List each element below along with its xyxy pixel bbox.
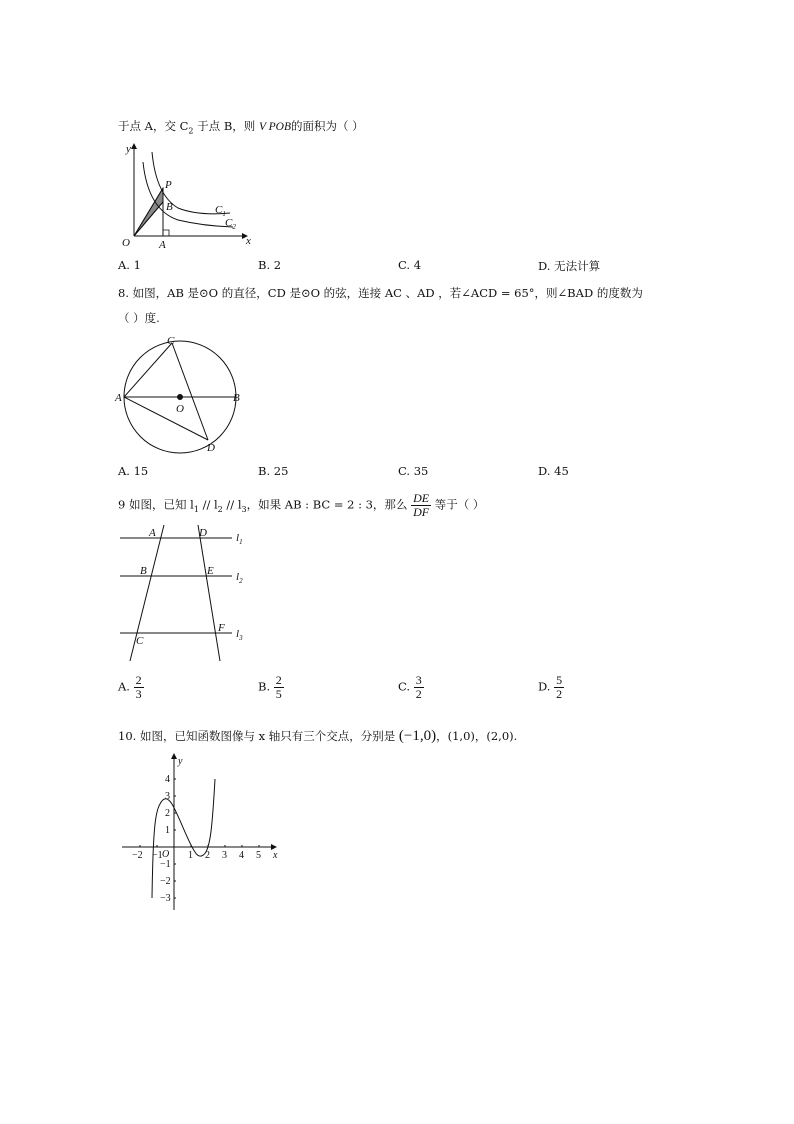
q9-l3-label: $l_3$ <box>236 628 243 642</box>
q10-xtick: 2 <box>205 850 210 861</box>
q9-option-d[interactable]: D. $\frac{5}{2}$ <box>538 673 563 701</box>
q10-y-label: y <box>178 756 183 767</box>
q9-figure <box>118 525 258 665</box>
q7-stem: 于点 A，交 $C_2$ 于点 B，则 V POB的面积为（ ） <box>118 119 364 136</box>
q10-figure <box>122 752 292 917</box>
q7-P-label: P <box>165 179 172 191</box>
q10-stem: 10. 如图，已知函数图像与 x 轴只有三个交点，分别是 (−1,0)，(1,0)，(2,0). <box>118 728 518 744</box>
q8-C-label: C <box>167 335 175 347</box>
q9-option-c[interactable]: C. $\frac{3}{2}$ <box>398 673 422 701</box>
q7-figure <box>118 140 258 250</box>
q9-F-label: F <box>218 622 225 634</box>
q9-l1-label: $l_1$ <box>236 532 243 546</box>
q8-A-label: A <box>115 392 122 404</box>
q9-A-label: A <box>149 527 156 539</box>
q9-option-a[interactable]: A. $\frac{2}{3}$ <box>118 673 142 701</box>
q9-option-b[interactable]: B. $\frac{2}{5}$ <box>258 673 282 701</box>
q8-stem: 8. 如图，AB 是⊙O 的直径，CD 是⊙O 的弦，连接 AC 、AD ，若∠ACD = 65°，则∠BAD 的度数为 <box>118 286 643 300</box>
q7-O-label: O <box>122 237 130 249</box>
q8-option-a[interactable]: A. 15 <box>118 464 149 478</box>
q10-ytick: 4 <box>165 774 170 785</box>
q9-l2-label: $l_2$ <box>236 571 243 585</box>
q8-O-label: O <box>176 403 184 415</box>
q7-option-c[interactable]: C. 4 <box>398 258 422 272</box>
q10-xtick: 5 <box>256 850 261 861</box>
q9-D-label: D <box>199 527 207 539</box>
q8-option-b[interactable]: B. 25 <box>258 464 289 478</box>
q10-ytick: 3 <box>165 791 170 802</box>
q7-x-label: x <box>246 235 251 247</box>
q10-ytick: −1 <box>160 859 171 870</box>
q8-option-d[interactable]: D. 45 <box>538 464 569 478</box>
q9-E-label: E <box>207 565 214 577</box>
q7-C2-label: $C_2$ <box>225 217 236 231</box>
q10-xtick: −1 <box>152 850 163 861</box>
q9-B-label: B <box>140 565 147 577</box>
q10-ytick: −3 <box>160 893 171 904</box>
q7-y-label: y <box>126 143 131 155</box>
q7-C1-label: $C_1$ <box>215 204 226 218</box>
q7-A-label: A <box>159 239 166 251</box>
q10-O-label: O <box>162 849 170 860</box>
q8-B-label: B <box>233 392 240 404</box>
q7-option-b[interactable]: B. 2 <box>258 258 282 272</box>
q10-x-label: x <box>273 850 278 861</box>
q8-D-label: D <box>207 442 215 454</box>
q10-ytick: 1 <box>165 825 170 836</box>
q7-option-d[interactable]: D. 无法计算 <box>538 259 601 273</box>
q8-figure <box>115 332 248 457</box>
q10-ytick: 2 <box>165 808 170 819</box>
q7-B-label: B <box>166 201 173 213</box>
q10-xtick: 1 <box>188 850 193 861</box>
q8-option-c[interactable]: C. 35 <box>398 464 429 478</box>
q7-option-a[interactable]: A. 1 <box>118 258 141 272</box>
q10-xtick: 3 <box>222 850 227 861</box>
q9-fraction: $\frac{DE}{DF}$ <box>413 491 430 519</box>
q8-stem-line2: （ ）度. <box>118 311 160 325</box>
q9-C-label: C <box>136 635 144 647</box>
q10-xtick: 4 <box>239 850 244 861</box>
q10-ytick: −2 <box>160 876 171 887</box>
q10-xtick: −2 <box>132 850 143 861</box>
q9-stem: 9 如图，已知 $l_1 // l_2 // l_3$，如果 AB : BC = 2 : 3，那么 $\frac{DE}{DF}$ 等于（ ） <box>118 491 485 519</box>
